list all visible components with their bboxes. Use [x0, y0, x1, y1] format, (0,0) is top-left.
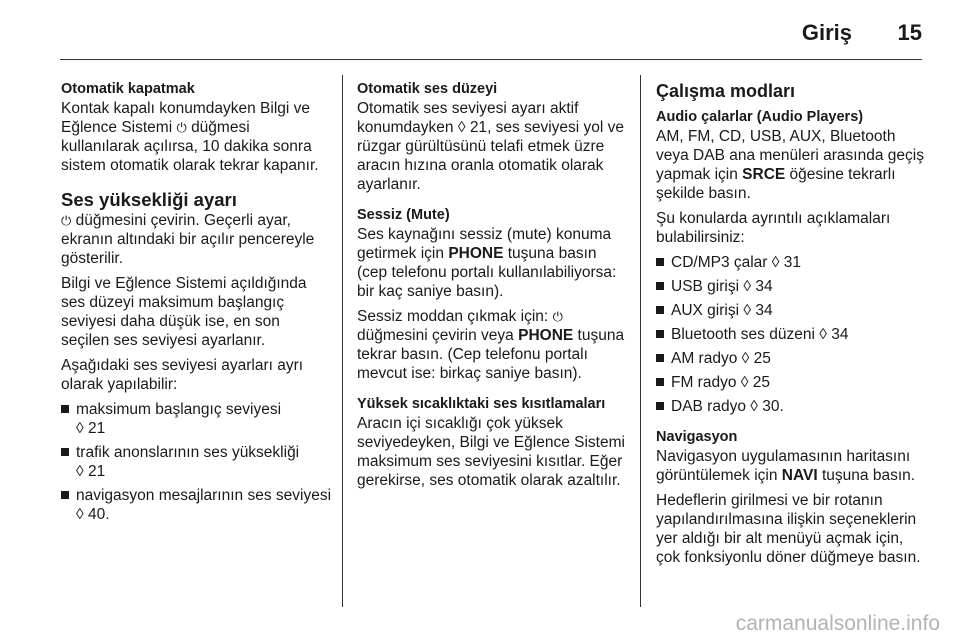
pageref-icon: ◊: [819, 326, 827, 343]
mute-heading: Sessiz (Mute): [357, 207, 450, 223]
auto-off-heading: Otomatik kapatmak: [61, 81, 195, 97]
column-1: [61, 80, 331, 530]
pageref-icon: ◊: [771, 254, 780, 271]
list-item: [656, 397, 926, 416]
srce-key-label: SRCE: [742, 166, 786, 183]
column-divider: [342, 75, 343, 607]
list-item-label: FM radyo: [671, 374, 737, 391]
page-ref[interactable]: 34: [755, 302, 773, 319]
audio-paragraph: [656, 127, 926, 203]
power-icon: ⏻: [61, 213, 72, 228]
list-item: [61, 443, 331, 481]
pageref-icon: ◊: [457, 119, 466, 136]
page-ref[interactable]: 40.: [87, 506, 110, 523]
temperature-paragraph: Aracın içi sıcaklığı çok yüksek seviyedeyken, Bilgi ve Eğlence Sistemi maksimum ses seviyesini kısıtlar. Eğer gerekirse, ses otomatik olarak azaltılır.: [357, 415, 625, 489]
navi-key-label: NAVI: [781, 467, 818, 484]
power-icon: ⏻: [176, 120, 187, 135]
list-item-label: AUX girişi: [671, 302, 740, 319]
column-3: [656, 80, 926, 573]
page-ref[interactable]: 21: [469, 119, 488, 136]
auto-volume-text-b: , ses seviyesi yol ve rüzgar gürültüsünü telafi etmek üzre aracın hızına oranla otomatik olarak ayarlanır.: [357, 119, 625, 193]
audio-text-b: öğesine tekrarlı şekilde basın.: [656, 166, 896, 202]
page-ref[interactable]: 30.: [762, 398, 784, 415]
pageref-icon: ◊: [743, 278, 752, 295]
list-item-label: navigasyon mesajlarının ses seviyesi: [76, 487, 332, 504]
nav-text-b: tuşuna basın.: [822, 467, 916, 484]
auto-volume-paragraph: [357, 99, 625, 194]
modes-heading: Çalışma modları: [656, 81, 796, 101]
auto-off-text-2: düğmesi kullanılarak açılırsa, 10 dakika sonra sistem otomatik olarak tekrar kapanır.: [61, 119, 319, 174]
column-2: [357, 80, 625, 496]
unmute-paragraph: [357, 307, 625, 383]
mute-paragraph: [357, 225, 625, 301]
page-header: [0, 0, 960, 60]
power-icon: ⏻: [552, 309, 563, 324]
navigation-paragraph-1: [656, 447, 926, 485]
list-item: [61, 400, 331, 438]
temperature-heading: Yüksek sıcaklıktaki ses kısıtlamaları: [357, 396, 606, 412]
section-title: Giriş: [801, 20, 852, 45]
auto-off-text-1: Kontak kapalı konumdayken Bilgi ve Eğlence Sistemi: [61, 100, 311, 136]
page-ref[interactable]: 21: [87, 420, 106, 437]
list-item-label: Bluetooth ses düzeni: [671, 326, 815, 343]
list-item-label: CD/MP3 çalar: [671, 254, 768, 271]
list-item: [656, 253, 926, 272]
volume-paragraph-2: Bilgi ve Eğlence Sistemi açıldığında ses düzeyi maksimum başlangıç seviyesi daha düşük ise, en son seçilen ses seviyesi ayarlanır.: [61, 275, 307, 349]
nav-text-a: Navigasyon uygulamasının haritasını görüntülemek için: [656, 448, 911, 484]
page-ref[interactable]: 31: [783, 254, 802, 271]
auto-off-paragraph: [61, 99, 331, 175]
list-item: [656, 373, 926, 392]
pageref-icon: ◊: [740, 374, 749, 391]
header-rule: [60, 59, 922, 60]
list-item-label: AM radyo: [671, 350, 738, 367]
list-item: [656, 277, 926, 296]
page-number: 15: [897, 20, 922, 45]
phone-key-label: PHONE: [518, 327, 574, 344]
volume-list: [61, 400, 331, 524]
audio-players-heading: Audio çalarlar (Audio Players): [656, 109, 864, 125]
list-item-label: USB girişi: [671, 278, 740, 295]
pageref-icon: ◊: [743, 302, 752, 319]
pageref-icon: ◊: [741, 350, 750, 367]
page-ref[interactable]: 34: [831, 326, 849, 343]
unmute-text-a: Sessiz moddan çıkmak için:: [357, 308, 549, 325]
column-divider: [640, 75, 641, 607]
navigation-paragraph-2: Hedeflerin girilmesi ve bir rotanın yapılandırılmasına ilişkin seçeneklerin yer aldığı bir alt menüyü açmak için, çok fonksiyonlu döner düğmeye basın.: [656, 492, 921, 566]
page-ref[interactable]: 34: [755, 278, 773, 295]
unmute-text-b: düğmesini çevirin veya: [357, 327, 514, 344]
list-item-label: DAB radyo: [671, 398, 746, 415]
details-list: [656, 253, 926, 416]
volume-heading: Ses yüksekliği ayarı: [61, 189, 237, 210]
phone-key-label: PHONE: [448, 245, 504, 262]
volume-paragraph-3: Aşağıdaki ses seviyesi ayarları ayrı olarak yapılabilir:: [61, 357, 304, 393]
list-item: [656, 349, 926, 368]
page-ref[interactable]: 25: [753, 350, 771, 367]
mute-text-a: Ses kaynağını sessiz (mute) konuma getirmek için: [357, 226, 612, 262]
volume-text-1: düğmesini çevirin. Geçerli ayar, ekranın altındaki bir açılır pencereyle gösterilir.: [61, 212, 315, 267]
mute-text-b: tuşuna basın (cep telefonu portalı kullanılabiliyorsa: bir kaç saniye basın).: [357, 245, 617, 300]
pageref-icon: ◊: [76, 420, 84, 437]
list-item: [656, 325, 926, 344]
auto-volume-text-a: Otomatik ses seviyesi ayarı aktif konumdayken: [357, 100, 579, 136]
list-item: [656, 301, 926, 320]
details-paragraph: Şu konularda ayrıntılı açıklamaları bulabilirsiniz:: [656, 210, 891, 246]
page-ref[interactable]: 21: [87, 463, 106, 480]
pageref-icon: ◊: [76, 463, 84, 480]
list-item-label: trafik anonslarının ses yüksekliği: [76, 444, 300, 461]
auto-volume-heading: Otomatik ses düzeyi: [357, 81, 498, 97]
audio-text-a: AM, FM, CD, USB, AUX, Bluetooth veya DAB ana menüleri arasında geçiş yapmak için: [656, 128, 924, 183]
navigation-heading: Navigasyon: [656, 429, 738, 445]
pageref-icon: ◊: [750, 398, 758, 415]
list-item-label: maksimum başlangıç seviyesi: [76, 401, 282, 418]
volume-paragraph-1: [61, 211, 331, 268]
unmute-text-c: tuşuna tekrar basın. (Cep telefonu portalı mevcut ise: birkaç saniye basın).: [357, 327, 625, 382]
page-ref[interactable]: 25: [752, 374, 771, 391]
list-item: [61, 486, 331, 524]
watermark: carmanualsonline.info: [735, 612, 940, 635]
pageref-icon: ◊: [76, 506, 84, 523]
